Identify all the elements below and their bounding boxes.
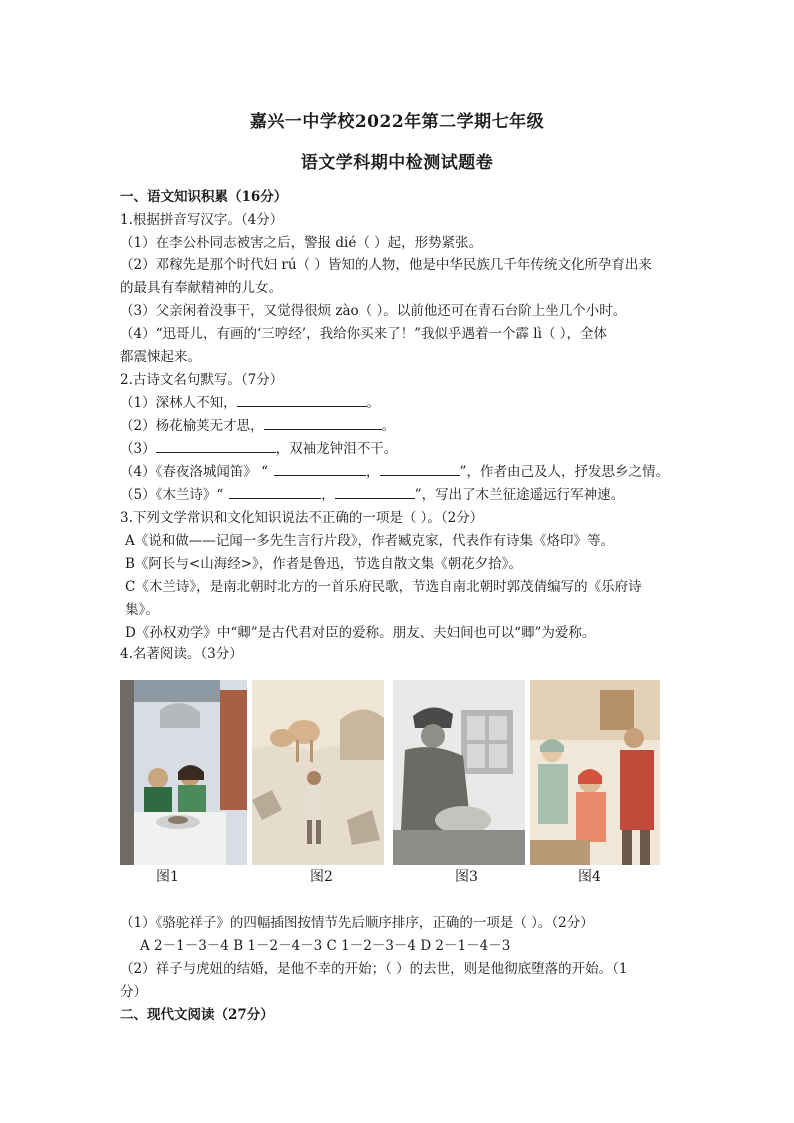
answer-blank[interactable] (274, 463, 366, 476)
figure-2-caption: 图2 (310, 869, 333, 885)
q1-item: （1）在李公朴同志被害之后，警报 dié（ ）起，形势紧张。 (120, 235, 483, 251)
q1-stem: 1.根据拼音写汉字。（4分） (120, 212, 284, 228)
answer-blank[interactable] (380, 463, 460, 476)
section-1-heading: 一、语文知识积累（16分） (120, 189, 288, 205)
figure-3-caption: 图3 (455, 869, 478, 885)
q2-item-3 (120, 437, 397, 457)
crowd-scene-image (530, 680, 660, 865)
camel-snow-scene-image (252, 680, 384, 865)
q4-stem: 4.名著阅读。（3分） (120, 646, 243, 662)
figure-1-caption: 图1 (156, 869, 179, 885)
q2-item-4-sep: ， (366, 464, 380, 480)
q2-item-5 (120, 483, 624, 503)
q4-sub-question-1: （1）《骆驼祥子》的四幅插图按情节先后顺序排序，正确的一项是（ ）。（2分） (120, 915, 594, 931)
answer-blank[interactable] (264, 417, 382, 430)
q1-item: 的最具有奉献精神的儿女。 (120, 280, 282, 296)
illustration-figure-1 (120, 680, 247, 865)
q2-item-3-text: （3） (120, 441, 156, 457)
q3-option: D《孙权劝学》中“卿”是古代君对臣的爱称。朋友、夫妇间也可以“卿”为爱称。 (125, 625, 596, 641)
exam-title-line1: 嘉兴一中学校2022年第二学期七年级 (249, 112, 545, 132)
q3-option: C《木兰诗》，是南北朝时北方的一首乐府民歌，节选自南北朝时郭茂倩编写的《乐府诗 (125, 579, 642, 595)
q2-item-2-text: （2）杨花榆荚无才思， (120, 418, 264, 434)
q2-item-2 (120, 414, 395, 434)
q1-item: （4）“迅哥儿，有画的‘三哼经’，我给你买来了！”我似乎遇着一个霹 lì（ ），全体 (120, 326, 607, 342)
q2-item-1 (120, 391, 380, 411)
illustration-figure-4 (530, 680, 660, 865)
q2-item-4-end: ”，作者由己及人，抒发思乡之情。 (459, 464, 669, 480)
q2-item-4-text: （4）《春夜洛城闻笛》 “ (120, 464, 269, 480)
q4-answer-choices: A 2－1－3－4 B 1－2－4－3 C 1－2－3－4 D 2－1－4－3 (140, 938, 511, 954)
q3-stem: 3.下列文学常识和文化知识说法不正确的一项是（ ）。（2分） (120, 510, 484, 526)
exam-title-line2: 语文学科期中检测试题卷 (300, 153, 494, 173)
q1-item: 都震悚起来。 (120, 349, 201, 365)
answer-blank[interactable] (156, 440, 276, 453)
figure-4-caption: 图4 (578, 869, 601, 885)
q1-item: （3）父亲闲着没事干，又觉得很烦 zào（ ）。以前他还可在青石台阶上坐几个小时。 (120, 303, 627, 319)
section-2-heading: 二、现代文阅读（27分） (120, 1007, 274, 1023)
q3-option: 集》。 (125, 602, 159, 618)
answer-blank[interactable] (237, 394, 367, 407)
illustration-figure-3 (393, 680, 525, 865)
q2-item-2-end: 。 (381, 418, 396, 434)
illustration-figure-2 (252, 680, 384, 865)
q1-item: （2）邓稼先是那个时代妇 rú（ ）皆知的人物，他是中华民族几千年传统文化所孕育出来 (120, 257, 652, 273)
q2-item-4 (120, 460, 669, 480)
dinner-scene-image (120, 680, 247, 865)
q3-option: A《说和做——记闻一多先生言行片段》，作者臧克家，代表作有诗集《烙印》等。 (125, 533, 614, 549)
q2-item-1-end: 。 (366, 395, 381, 411)
answer-blank[interactable] (229, 486, 321, 499)
q2-item-1-text: （1）深林人不知， (120, 395, 237, 411)
q2-item-5-text: （5）《木兰诗》“ (120, 487, 224, 503)
q2-item-3-end: ，双袖龙钟泪不干。 (275, 441, 398, 457)
q2-stem: 2.古诗文名句默写。（7分） (120, 372, 284, 388)
answer-blank[interactable] (335, 486, 415, 499)
q2-item-5-end: ”，写出了木兰征途遥远行军神速。 (414, 487, 625, 503)
q4-sub-question-2: （2）祥子与虎妞的结婚，是他不幸的开始；（ ）的去世，则是他彻底堕落的开始。（1 (120, 961, 628, 977)
pouring-scene-image (393, 680, 525, 865)
q3-option: B《阿长与<山海经>》，作者是鲁迅，节选自散文集《朝花夕拾》。 (125, 556, 523, 572)
q2-item-5-sep: ， (321, 487, 335, 503)
q4-sub-question-2-cont: 分） (120, 984, 147, 1000)
